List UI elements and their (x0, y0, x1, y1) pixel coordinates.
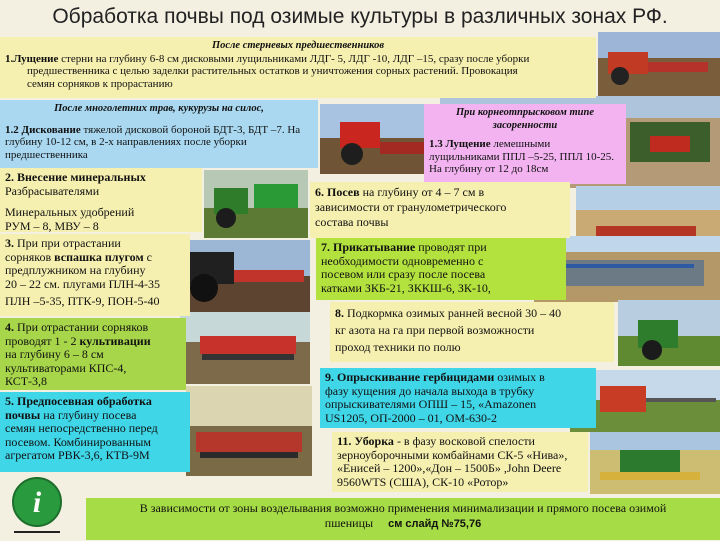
rolling-box: 7. Прикатывание проводят при необходимости одновременно с посевом или сразу после посева катками ЗКБ-21, ЗККШ-6, ЗК-10, (316, 238, 566, 300)
box-header: При корнеотпрысковом типе засоренности (455, 107, 594, 131)
plough-tractor-photo (180, 240, 310, 312)
harvesting-box: 11. Уборка - в фазу восковой спелости зерноуборочными комбайнами СК-5 «Нива», «Енисей – 1200»,«Дон – 1500Б» ,John Deere 9560WTS (США), СК-10 «Ротор» (332, 432, 588, 492)
perennial-grass-box (0, 100, 318, 168)
ploughing-box: 3. При при отрастании сорняков вспашка плугом с предплужником на глубину 20 – 22 см. плугами ПЛН-4-35 ПЛН –5-35, ПТК-9, ПОН-5-40 (0, 234, 190, 316)
box-header: После стерневых предшественников (211, 40, 385, 51)
presowing-box: 5. Предпосевная обработка почвы на глубину посева семян непосредственно перед посевом. Комбинированным агрегатом РВК-3,6, КТВ-9М (0, 392, 190, 472)
page-title: Обработка почвы под озимые культуры в различных зонах РФ. (52, 5, 668, 28)
box-text: 1.3 Лущение лемешными лущильниками ППЛ –5-25, ППЛ 10-25. На глубину от 12 до 18см (429, 138, 615, 175)
slide-reference-link[interactable]: см слайд №75,76 (388, 518, 482, 530)
combine-harvester-photo (590, 432, 720, 494)
cultivation-box: 4. При отрастании сорняков проводят 1 - 2 культивации на глубину 6 – 8 см культиваторами КПС-4, КСТ-3,8 (0, 318, 186, 390)
cultivator-photo (180, 312, 310, 384)
combined-aggregate-photo (186, 386, 312, 476)
disc-harrow-photo-top-right (598, 32, 720, 96)
sowing-box: 6. Посев на глубину от 4 – 7 см в зависимости от гранулометрического состава почвы (310, 182, 570, 238)
tractor-disc-photo (320, 104, 440, 174)
top-dressing-box: 8. Подкормка озимых ранней весной 30 – 40 кг азота на га при первой возможности проход техники по полю (330, 302, 614, 362)
box-text: 1.2 Дискование тяжелой дисковой бороной БДТ-3, БДТ –7. На глубину 10-12 см, в 2-х направлениях после уборки предшественника (5, 123, 301, 161)
root-weed-box (424, 104, 626, 184)
herbicide-box: 9. Опрыскивание гербицидами озимых в фазу кущения до начала выхода в трубку опрыскивателями ОПШ – 15, «Amazonen US1205, ОП-2000 – 01, ОМ-630-2 (320, 368, 596, 428)
box-text: 1.Лущение стерни на глубину 6-8 см дисковыми лущильниками ЛДГ- 5, ЛДГ -10, ЛДГ –15, сразу после уборки (5, 52, 530, 65)
sprayer-photo-top (618, 300, 720, 366)
svg-text:i: i (32, 486, 42, 519)
fertilizer-spreader-photo (204, 170, 308, 238)
stubble-predecessor-box: После стерневых предшественников 1.Лущение стерни на глубину 6-8 см дисковыми лущильниками ЛДГ- 5, ЛДГ -10, ЛДГ –15, сразу после уборки предшественника с целью заделки растительных остатков и уничтожения сорных растений. Провокация семян сорняков к прорастанию (0, 37, 596, 98)
info-icon[interactable] (6, 474, 68, 536)
bottom-note-bar: В зависимости от зоны возделывания возможно применения минимализации и прямого посева озимой пшеницы см слайд №75,76 (86, 498, 720, 540)
fertilizer-box: 2. Внесение минеральных Разбрасывателями Минеральных удобрений РУМ – 8, МВУ – 8 (0, 168, 202, 232)
box-header: После многолетних трав, кукурузы на силос, (54, 103, 264, 114)
